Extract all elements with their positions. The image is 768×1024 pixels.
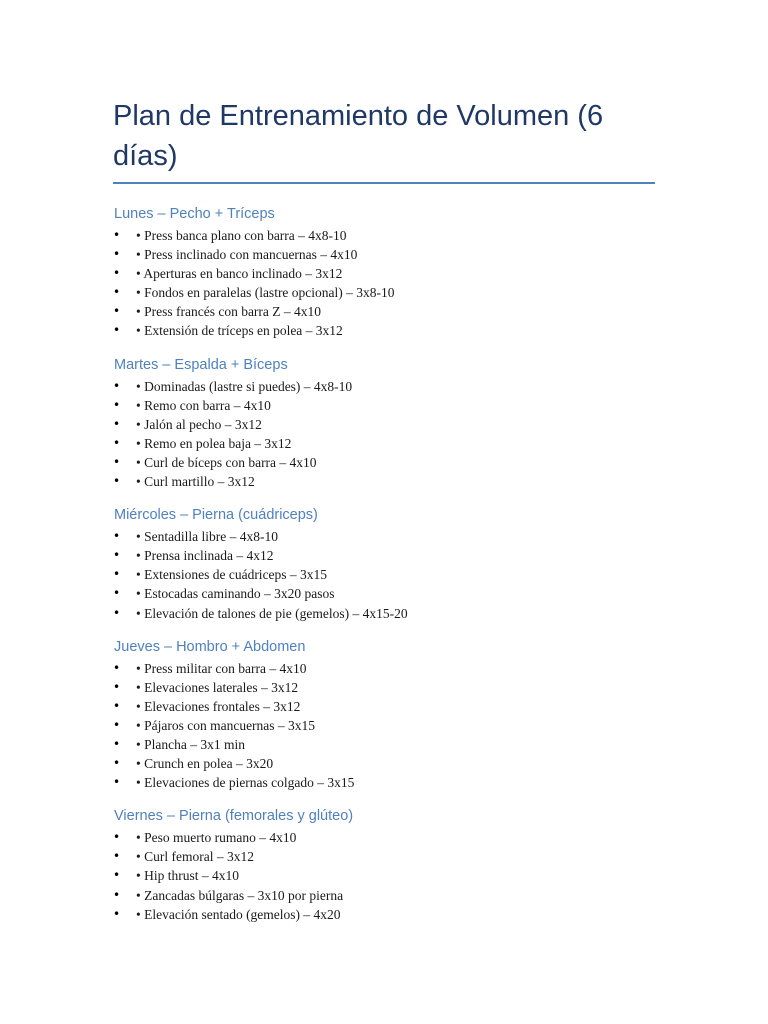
exercise-text: • Curl de bíceps con barra – 4x10 xyxy=(136,454,317,470)
section-heading: Martes – Espalda + Bíceps xyxy=(114,356,288,373)
list-item xyxy=(113,905,655,924)
bullet-icon: • xyxy=(113,567,121,582)
bullet-icon: • xyxy=(113,529,121,544)
bullet-icon: • xyxy=(113,698,121,713)
list-item xyxy=(113,283,655,302)
exercise-text: • Hip thrust – 4x10 xyxy=(136,868,239,884)
bullet-icon: • xyxy=(113,868,121,883)
document-page xyxy=(113,96,655,938)
list-item xyxy=(113,415,655,434)
list-item xyxy=(113,453,655,472)
bullet-icon: • xyxy=(113,849,121,864)
exercise-text: • Sentadilla libre – 4x8-10 xyxy=(136,529,278,545)
bullet-icon: • xyxy=(113,247,121,262)
exercise-text: • Press militar con barra – 4x10 xyxy=(136,660,307,676)
exercise-text: • Curl martillo – 3x12 xyxy=(136,474,255,490)
exercise-text: • Elevaciones frontales – 3x12 xyxy=(136,698,301,714)
exercise-text: • Estocadas caminando – 3x20 pasos xyxy=(136,586,335,602)
exercise-text: • Crunch en polea – 3x20 xyxy=(136,756,274,772)
exercise-text: • Extensiones de cuádriceps – 3x15 xyxy=(136,567,328,583)
bullet-icon: • xyxy=(113,717,121,732)
exercise-text: • Press banca plano con barra – 4x8-10 xyxy=(136,228,347,243)
list-item xyxy=(113,321,655,340)
list-item xyxy=(113,527,655,546)
list-item xyxy=(113,697,655,716)
exercise-list xyxy=(113,659,655,793)
exercise-text: • Remo en polea baja – 3x12 xyxy=(136,435,292,451)
bullet-icon: • xyxy=(113,416,121,431)
bullet-icon: • xyxy=(113,397,121,412)
exercise-list xyxy=(113,828,655,923)
exercise-text: • Dominadas (lastre si puedes) – 4x8-10 xyxy=(136,378,353,394)
list-item xyxy=(113,716,655,735)
list-item xyxy=(113,886,655,905)
list-item xyxy=(113,565,655,584)
list-item xyxy=(113,828,655,847)
list-item xyxy=(113,302,655,321)
list-item xyxy=(113,866,655,885)
bullet-icon: • xyxy=(113,548,121,563)
list-item xyxy=(113,472,655,491)
bullet-icon: • xyxy=(113,756,121,771)
list-item xyxy=(113,773,655,792)
exercise-list xyxy=(113,527,655,622)
exercise-text: • Press inclinado con mancuernas – 4x10 xyxy=(136,247,358,263)
list-item xyxy=(113,245,655,264)
bullet-icon: • xyxy=(113,378,121,393)
section xyxy=(113,204,655,341)
list-item xyxy=(113,735,655,754)
section-heading: Viernes – Pierna (femorales y glúteo) xyxy=(114,808,354,825)
exercise-text: • Jalón al pecho – 3x12 xyxy=(136,416,262,432)
bullet-icon: • xyxy=(113,605,121,620)
section xyxy=(113,355,655,492)
bullet-icon: • xyxy=(113,775,121,790)
list-item xyxy=(113,396,655,415)
list-item xyxy=(113,264,655,283)
list-item xyxy=(113,659,655,678)
exercise-text: • Fondos en paralelas (lastre opcional) – 3x8-10 xyxy=(136,285,395,301)
exercise-text: • Prensa inclinada – 4x12 xyxy=(136,548,274,564)
exercise-text: • Pájaros con mancuernas – 3x15 xyxy=(136,717,316,733)
list-item xyxy=(113,847,655,866)
section-heading: Lunes – Pecho + Tríceps xyxy=(114,206,275,222)
exercise-text: • Aperturas en banco inclinado – 3x12 xyxy=(136,266,343,282)
list-item xyxy=(113,604,655,623)
exercise-text: • Remo con barra – 4x10 xyxy=(136,397,271,413)
bullet-icon: • xyxy=(113,435,121,450)
bullet-icon: • xyxy=(113,304,121,319)
exercise-list xyxy=(113,377,655,492)
list-item xyxy=(113,584,655,603)
bullet-icon: • xyxy=(113,736,121,751)
list-item xyxy=(113,678,655,697)
exercise-text: • Zancadas búlgaras – 3x10 por pierna xyxy=(136,887,344,903)
list-item xyxy=(113,377,655,396)
exercise-text: • Elevaciones de piernas colgado – 3x15 xyxy=(136,775,355,791)
list-item xyxy=(113,226,655,245)
exercise-text: • Plancha – 3x1 min xyxy=(136,736,245,752)
bullet-icon: • xyxy=(113,887,121,902)
exercise-text: • Extensión de tríceps en polea – 3x12 xyxy=(136,323,343,339)
document-title: Plan de Entrenamiento de Volumen (6 días) xyxy=(113,100,604,172)
bullet-icon: • xyxy=(113,228,121,242)
bullet-icon: • xyxy=(113,285,121,300)
section-heading: Miércoles – Pierna (cuádriceps) xyxy=(114,507,318,524)
bullet-icon: • xyxy=(113,474,121,489)
bullet-icon: • xyxy=(113,266,121,281)
bullet-icon: • xyxy=(113,323,121,338)
exercise-text: • Elevaciones laterales – 3x12 xyxy=(136,679,299,695)
bullet-icon: • xyxy=(113,454,121,469)
section-heading: Jueves – Hombro + Abdomen xyxy=(114,638,306,655)
section xyxy=(113,505,655,622)
section xyxy=(113,637,655,793)
list-item xyxy=(113,434,655,453)
bullet-icon: • xyxy=(113,679,121,694)
exercise-text: • Elevación de talones de pie (gemelos) – 4x15-20 xyxy=(136,605,408,621)
list-item xyxy=(113,754,655,773)
exercise-text: • Press francés con barra Z – 4x10 xyxy=(136,304,322,320)
exercise-list xyxy=(113,226,655,341)
sections-container xyxy=(113,204,655,924)
bullet-icon: • xyxy=(113,660,121,675)
section xyxy=(113,806,655,923)
bullet-icon: • xyxy=(113,906,121,921)
list-item xyxy=(113,546,655,565)
bullet-icon: • xyxy=(113,830,121,845)
title-divider xyxy=(113,182,655,184)
bullet-icon: • xyxy=(113,586,121,601)
exercise-text: • Curl femoral – 3x12 xyxy=(136,849,254,865)
exercise-text: • Elevación sentado (gemelos) – 4x20 xyxy=(136,906,341,922)
exercise-text: • Peso muerto rumano – 4x10 xyxy=(136,830,297,846)
